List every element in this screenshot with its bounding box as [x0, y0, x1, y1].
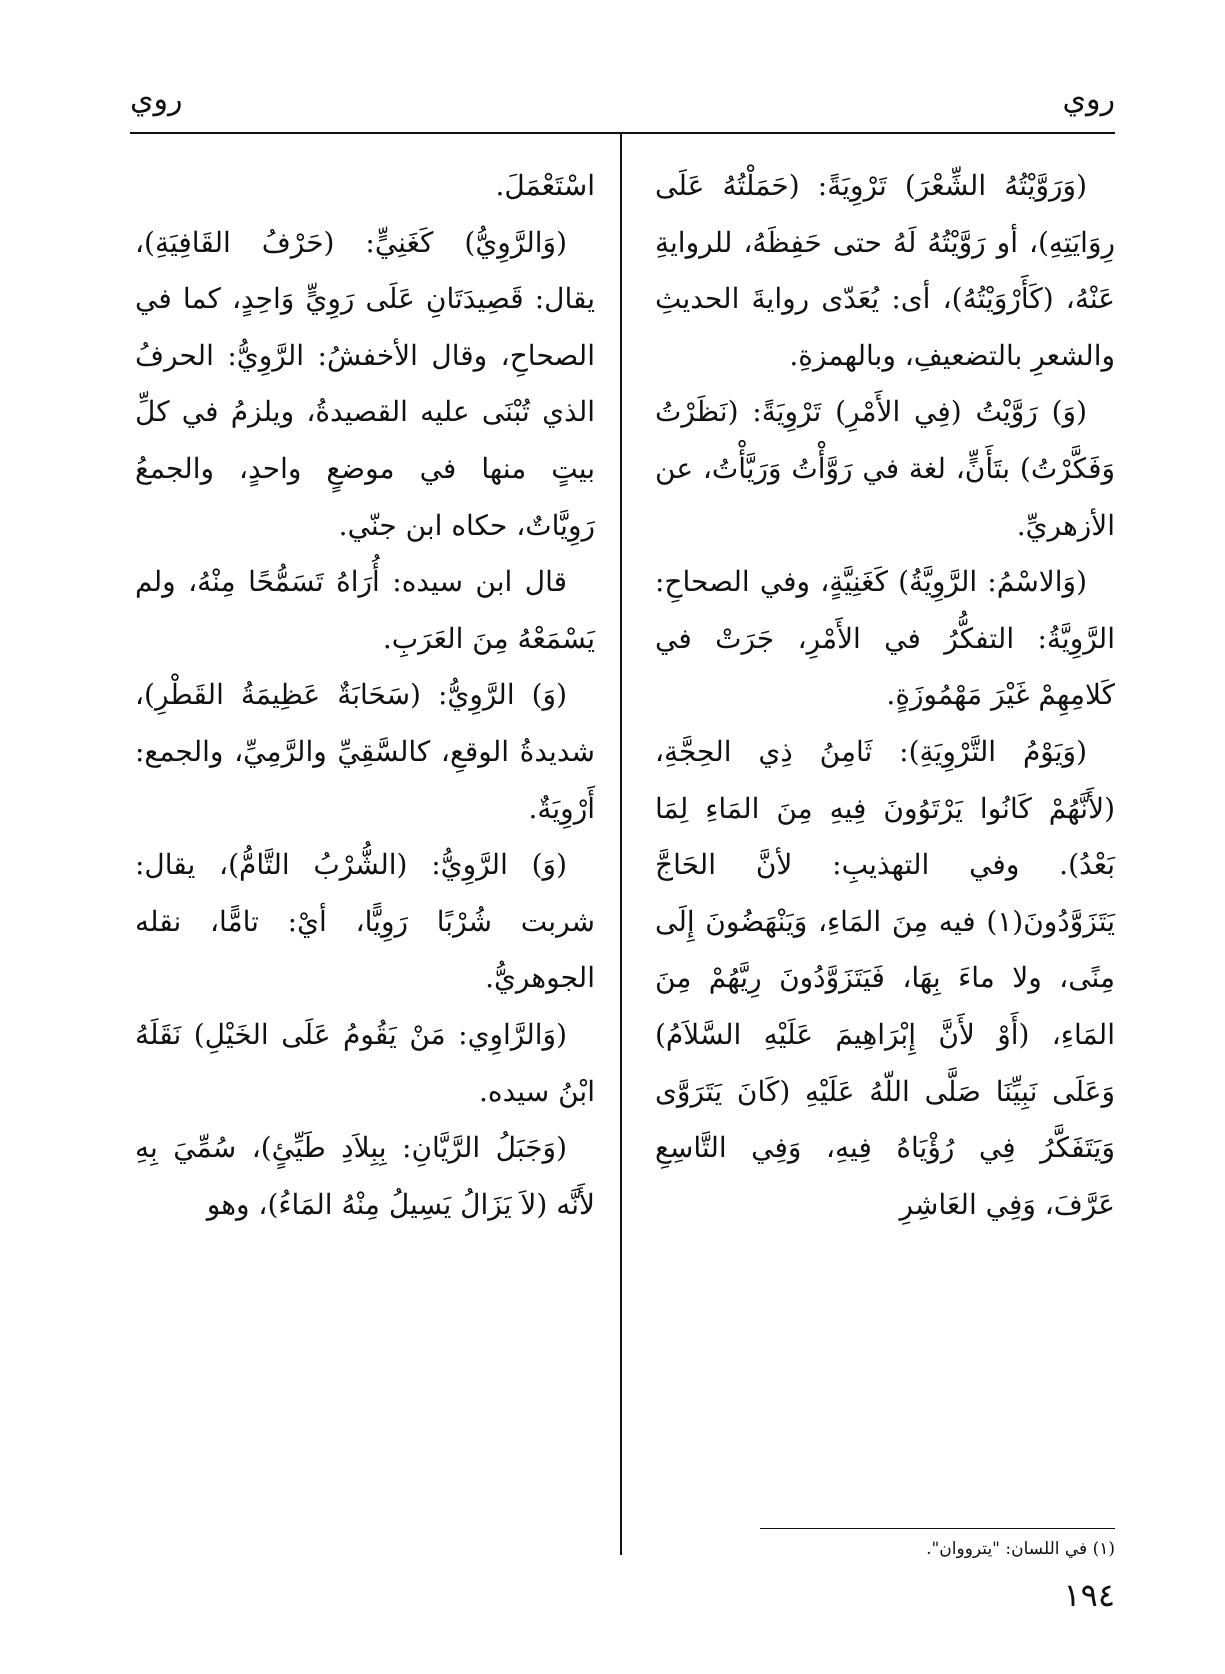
- paragraph: (وَرَوَّيْتُهُ الشِّعْرَ) تَرْوِيَةً: (حَمَلْتُهُ عَلَى رِوَايَتِهِ)، أو رَوَّيْتُهُ لَهُ حتى حَفِظَهُ، للروايةِ عَنْهُ، (كَأَرْوَيْتُهُ)، أى: يُعَدّى روايةَ الحديثِ والشعرِ بالتضعيفِ، وبالهمزةِ.: [655, 169, 1115, 372]
- header-rule: [130, 132, 1115, 134]
- column-divider: [620, 133, 622, 1555]
- paragraph: (وَ) رَوَّيْتُ (فِي الأَمْرِ) تَرْوِيَةً: (نَظَرْتُ وَفَكَّرْتُ) بتَأَنٍّ، لغة في رَوَّأْتُ وَرَيَّأْتُ، عن الأزهريِّ.: [655, 395, 1115, 542]
- running-header-right: روي: [1062, 82, 1115, 117]
- paragraph: اسْتَعْمَلَ.: [495, 169, 595, 202]
- paragraph: (وَالاسْمُ: الرَّوِيَّةُ) كَغَنِيَّةٍ، وفي الصحاحِ: الرَّوِيَّةُ: التفكُّرُ في الأَمْرِ، جَرَتْ في كَلامِهِمْ غَيْرَ مَهْمُوزَةٍ.: [655, 565, 1115, 712]
- paragraph: قال ابن سيده: أُرَاهُ تَسَمُّحًا مِنْهُ، ولم يَسْمَعْهُ مِنَ العَرَبِ.: [135, 565, 595, 655]
- paragraph: (وَجَبَلُ الرَّيَّانِ: بِبِلاَدِ طَيِّئٍ)، سُمِّيَ بِهِ لأَنَّه (لاَ يَزَالُ يَسِيلُ مِنْهُ المَاءُ)، وهو: [135, 1131, 595, 1221]
- page-number: ١٩٤: [1063, 1576, 1115, 1614]
- footnote: (١) في اللسان: "يترووان".: [926, 1539, 1115, 1559]
- paragraph: (وَ) الرَّوِيُّ: (الشُّرْبُ التَّامُّ)، يقال: شربت شُرْبًا رَوِيًّا، أيْ: تامًّا، نقله الجوهريُّ.: [135, 848, 595, 995]
- left-column: [135, 158, 595, 1233]
- running-header-left: روي: [130, 82, 183, 117]
- paragraph: (وَيَوْمُ التَّرْوِيَةِ): ثَامِنُ ذِي الحِجَّةِ، (لأَنَّهُمْ كَانُوا يَرْتَوُونَ فِيهِ مِنَ المَاءِ لِمَا بَعْدُ). وفي التهذيبِ: لأنَّ الحَاجَّ يَتَزَوَّدُونَ(١) فيه مِنَ المَاءِ، وَيَنْهَضُونَ إِلَى مِنًى، ولا ماءَ بِهَا، فَيَتَزَوَّدُونَ رِيَّهُمْ مِنَ المَاءِ، (أَوْ لأَنَّ إِبْرَاهِيمَ عَلَيْهِ السَّلاَمُ) وَعَلَى نَبِيِّنَا صَلَّى اللّهُ عَلَيْهِ (كَانَ يَتَرَوَّى وَيَتَفَكَّرُ فِي رُؤْيَاهُ فِيهِ، وَفِي التَّاسِعِ عَرَّفَ، وَفِي العَاشِرِ: [655, 734, 1115, 1221]
- paragraph: (وَ) الرَّوِيُّ: (سَحَابَةٌ عَظِيمَةُ القَطْرِ)، شديدةُ الوقعِ، كالسَّقِيِّ والرَّمِيِّ، والجمع: أَرْوِيَةٌ.: [135, 678, 595, 825]
- footnote-rule: [760, 1528, 1115, 1529]
- paragraph: (وَالرَّوِيُّ) كَغَنِيٍّ: (حَرْفُ القَافِيَةِ)، يقال: قَصِيدَتَانِ عَلَى رَوِيٍّ وَاحِدٍ، كما في الصحاحِ، وقال الأخفشُ: الرَّوِيُّ: الحرفُ الذي تُبْنَى عليه القصيدةُ، ويلزمُ في كلِّ بيتٍ منها في موضعٍ واحدٍ، والجمعُ رَوِيَّاتٌ، حكاه ابن جنّي.: [135, 225, 595, 542]
- right-column: [655, 158, 1115, 1233]
- paragraph: (وَالرَّاوِي: مَنْ يَقُومُ عَلَى الخَيْلِ) نَقَلَهُ ابْنُ سيده.: [135, 1017, 595, 1108]
